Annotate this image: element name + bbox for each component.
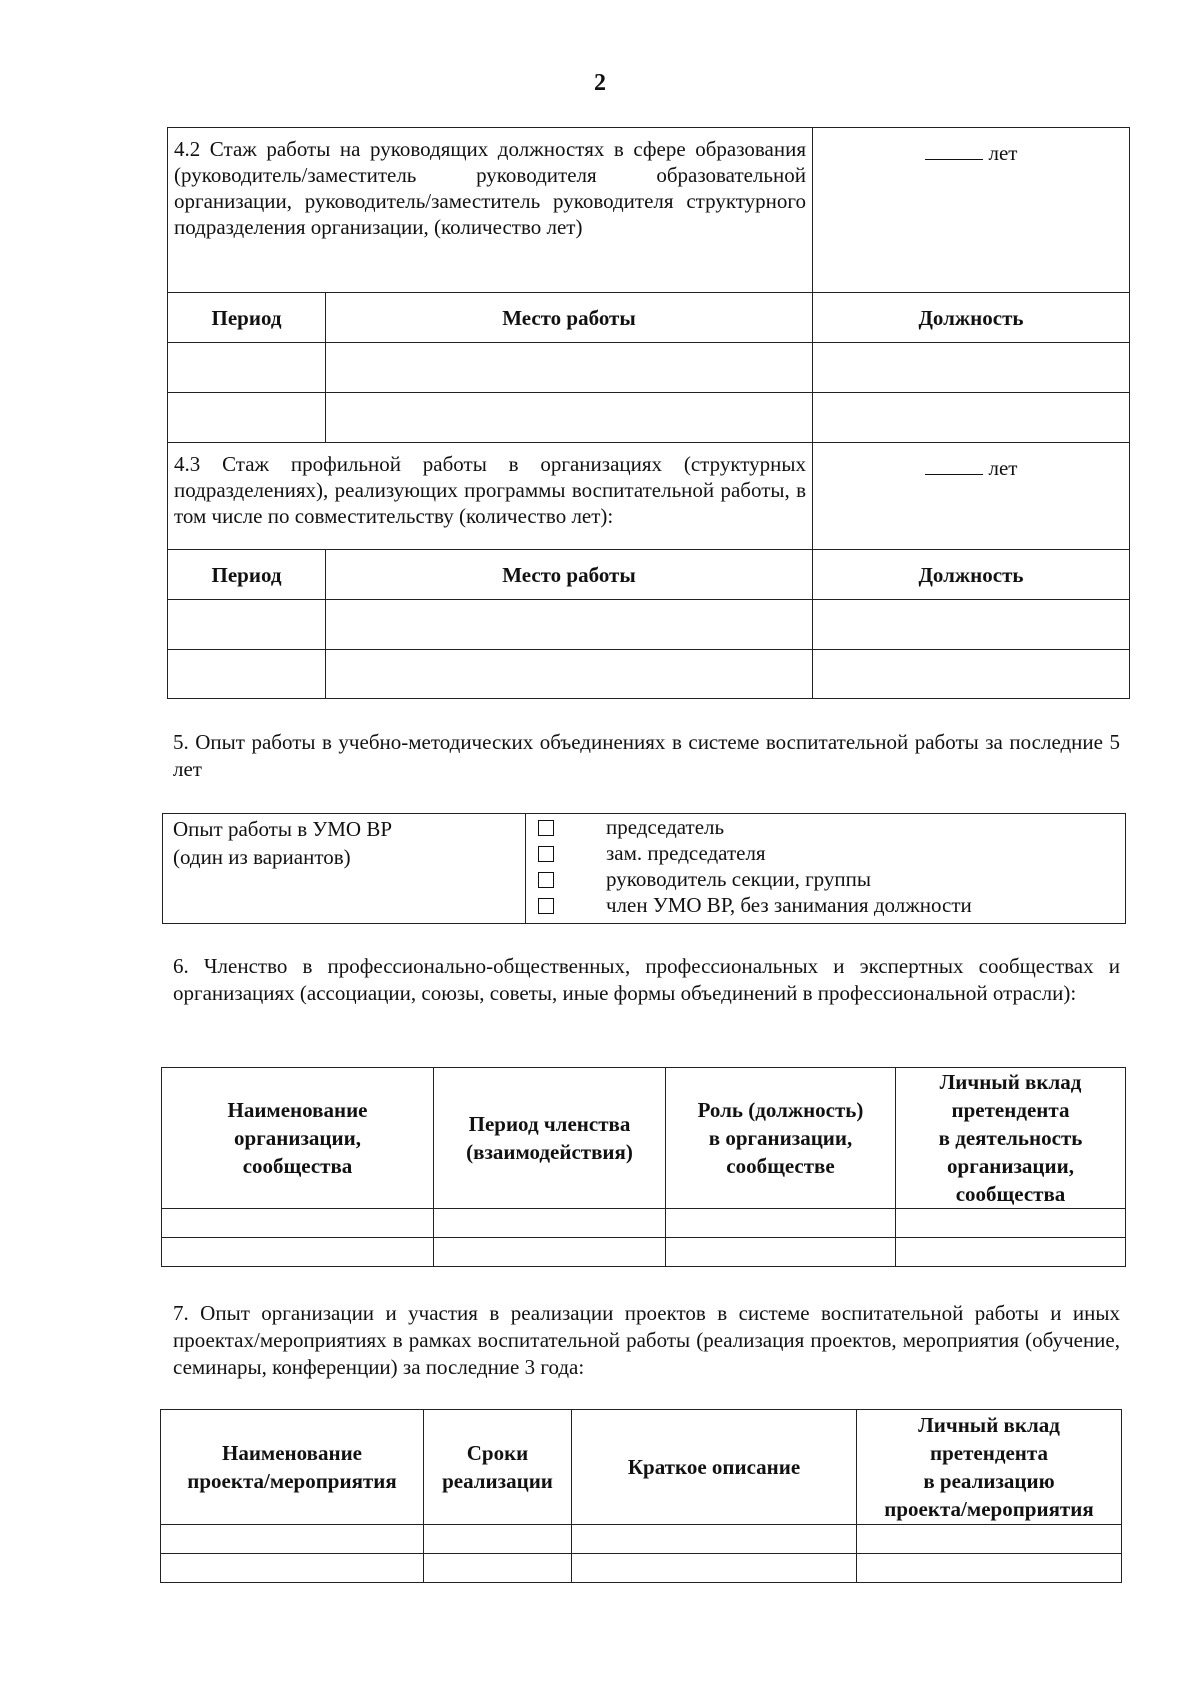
umo-label-line1: Опыт работы в УМО ВР (173, 817, 393, 841)
checkbox[interactable] (538, 872, 554, 888)
table-cell[interactable] (326, 650, 813, 699)
table-cell[interactable] (896, 1238, 1126, 1267)
table-cell[interactable] (162, 1209, 434, 1238)
table-cell[interactable] (168, 343, 326, 393)
sec43-description: 4.3 Стаж профильной работы в организациях (структурных подразделениях), реализующих программы воспитательной работы, в том числе по совместительству (количество лет): (168, 443, 813, 550)
col-header-project-name: Наименование проекта/мероприятия (161, 1410, 424, 1525)
umo-options-cell (526, 814, 1126, 924)
table-cell[interactable] (434, 1209, 666, 1238)
years-blank[interactable] (925, 141, 983, 160)
sec42-description: 4.2 Стаж работы на руководящих должностях в сфере образования (руководитель/заместитель руководителя образовательной организации, руководитель/заместитель руководителя структурного подразделения организации, (количество лет) (168, 128, 813, 293)
col-header-workplace: Место работы (326, 550, 813, 600)
col-header-membership-period: Период членства (взаимодействия) (434, 1068, 666, 1209)
col-header-description: Краткое описание (572, 1410, 857, 1525)
table-cell[interactable] (813, 393, 1130, 443)
table-cell[interactable] (168, 393, 326, 443)
table-cell[interactable] (896, 1209, 1126, 1238)
sec6-heading: 6. Членство в профессионально-общественных, профессиональных и экспертных сообществах и организациях (ассоциации, союзы, советы, иные формы объединений в профессиональной отрасли): (173, 954, 1120, 1005)
table-cell[interactable] (162, 1238, 434, 1267)
table-cell[interactable] (813, 600, 1130, 650)
membership-table (161, 1067, 1126, 1267)
years-label: лет (988, 456, 1018, 480)
table-cell[interactable] (161, 1554, 424, 1583)
table-cell[interactable] (666, 1209, 896, 1238)
col-header-timeframe: Сроки реализации (424, 1410, 572, 1525)
table-cell[interactable] (572, 1525, 857, 1554)
umo-label-line2: (один из вариантов) (173, 845, 351, 869)
sec5-heading: 5. Опыт работы в учебно-методических объединениях в системе воспитательной работы за последние 5 лет (173, 730, 1120, 781)
projects-table (160, 1409, 1122, 1583)
col-header-period: Период (168, 293, 326, 343)
table-cell[interactable] (857, 1525, 1122, 1554)
option-deputy-chairman[interactable]: зам. председателя (526, 840, 1125, 866)
col-header-position: Должность (813, 550, 1130, 600)
col-header-personal-contribution: Личный вклад претендента в деятельность организации, сообщества (896, 1068, 1126, 1209)
table-cell[interactable] (813, 650, 1130, 699)
col-header-personal-contribution: Личный вклад претендента в реализацию проекта/мероприятия (857, 1410, 1122, 1525)
page-number: 2 (594, 70, 606, 96)
table-cell[interactable] (326, 343, 813, 393)
checkbox[interactable] (538, 846, 554, 862)
table-cell[interactable] (813, 343, 1130, 393)
table-cell[interactable] (666, 1238, 896, 1267)
col-header-organization: Наименование организации, сообщества (162, 1068, 434, 1209)
checkbox[interactable] (538, 820, 554, 836)
table-cell[interactable] (434, 1238, 666, 1267)
table-cell[interactable] (326, 600, 813, 650)
table-cell[interactable] (572, 1554, 857, 1583)
table-cell[interactable] (168, 650, 326, 699)
table-cell[interactable] (424, 1554, 572, 1583)
checkbox[interactable] (538, 898, 554, 914)
col-header-position: Должность (813, 293, 1130, 343)
option-chairman[interactable]: председатель (526, 814, 1125, 840)
option-section-head[interactable]: руководитель секции, группы (526, 866, 1125, 892)
sec43-years-cell[interactable] (813, 443, 1130, 550)
table-cell[interactable] (161, 1525, 424, 1554)
col-header-period: Период (168, 550, 326, 600)
table-cell[interactable] (326, 393, 813, 443)
col-header-workplace: Место работы (326, 293, 813, 343)
years-blank[interactable] (925, 456, 983, 475)
years-label: лет (988, 141, 1018, 165)
umo-label-cell (163, 814, 526, 924)
experience-table (167, 127, 1130, 699)
col-header-role: Роль (должность) в организации, сообществе (666, 1068, 896, 1209)
option-member[interactable]: член УМО ВР, без занимания должности (526, 892, 1125, 918)
table-cell[interactable] (424, 1525, 572, 1554)
table-cell[interactable] (857, 1554, 1122, 1583)
umo-table (162, 813, 1126, 924)
table-cell[interactable] (168, 600, 326, 650)
sec7-heading: 7. Опыт организации и участия в реализации проектов в системе воспитательной работы и иных проектах/мероприятиях в рамках воспитательной работы (реализация проектов, мероприятия (обучение, семинары, конференции) за последние 3 года: (173, 1301, 1120, 1379)
sec42-years-cell[interactable] (813, 128, 1130, 293)
